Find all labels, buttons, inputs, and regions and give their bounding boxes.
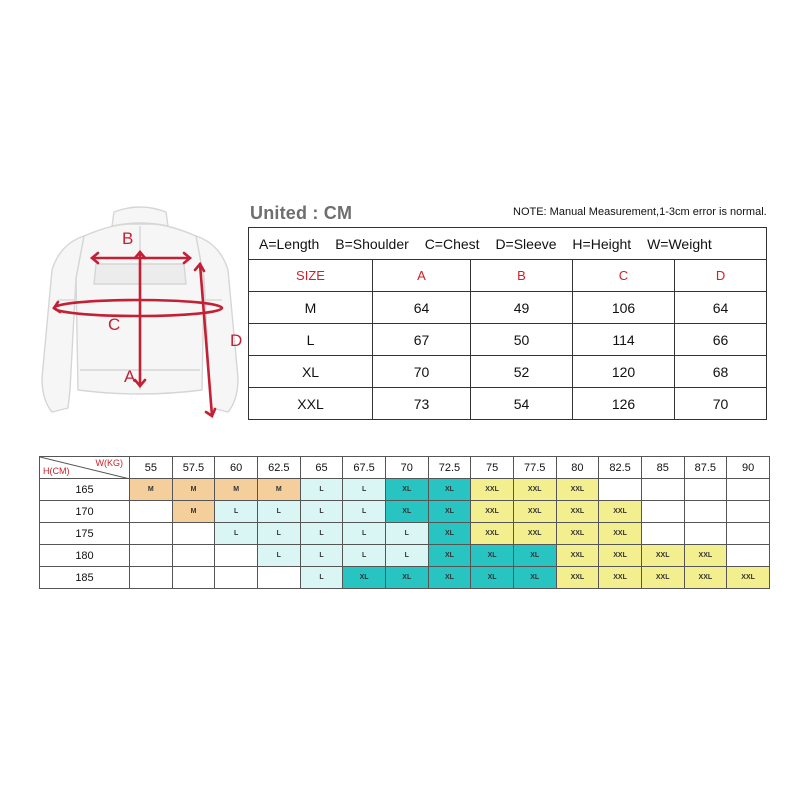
recommended-size-cell: XL: [385, 479, 428, 501]
size-row-m: [249, 292, 767, 324]
size-value: 52: [471, 356, 573, 388]
recommended-size-cell: XL: [428, 523, 471, 545]
recommended-size-cell: XL: [428, 545, 471, 567]
recommended-size-cell: M: [130, 479, 173, 501]
empty-cell: [130, 523, 173, 545]
recommended-size-cell: XL: [428, 479, 471, 501]
weight-axis-label: W(KG): [95, 458, 123, 468]
recommended-size-cell: M: [172, 501, 215, 523]
weight-header: 57.5: [172, 457, 215, 479]
weight-header: 87.5: [684, 457, 727, 479]
size-row-xxl: [249, 388, 767, 420]
recommended-size-cell: XL: [471, 567, 514, 589]
empty-cell: [641, 523, 684, 545]
empty-cell: [130, 501, 173, 523]
empty-cell: [727, 501, 770, 523]
size-label: XXL: [249, 388, 373, 420]
weight-header: 82.5: [599, 457, 642, 479]
recommended-size-cell: XXL: [513, 501, 556, 523]
recommended-size-cell: L: [300, 545, 343, 567]
recommended-size-cell: XXL: [556, 501, 599, 523]
size-label: M: [249, 292, 373, 324]
height-weight-grid: [39, 456, 770, 589]
size-chart-header-row: [249, 260, 767, 292]
recommended-size-cell: XL: [385, 501, 428, 523]
legend-cell: [249, 228, 767, 260]
size-label: L: [249, 324, 373, 356]
weight-header: 65: [300, 457, 343, 479]
recommended-size-cell: XL: [513, 567, 556, 589]
height-row-170: [40, 501, 770, 523]
legend-shoulder: B=Shoulder: [335, 235, 409, 252]
recommended-size-cell: XXL: [599, 501, 642, 523]
empty-cell: [641, 501, 684, 523]
recommended-size-cell: L: [257, 523, 300, 545]
grid-corner-cell: [40, 457, 130, 479]
height-header: 170: [40, 501, 130, 523]
recommended-size-cell: XL: [428, 501, 471, 523]
header-b: B: [471, 260, 573, 292]
empty-cell: [130, 567, 173, 589]
recommended-size-cell: M: [257, 479, 300, 501]
recommended-size-cell: XXL: [556, 545, 599, 567]
height-header: 185: [40, 567, 130, 589]
size-row-l: [249, 324, 767, 356]
size-value: 49: [471, 292, 573, 324]
size-value: 126: [573, 388, 675, 420]
recommended-size-cell: XXL: [641, 545, 684, 567]
recommended-size-cell: L: [300, 479, 343, 501]
recommended-size-cell: L: [385, 545, 428, 567]
size-value: 50: [471, 324, 573, 356]
size-value: 106: [573, 292, 675, 324]
recommended-size-cell: L: [257, 501, 300, 523]
size-value: 70: [675, 388, 767, 420]
size-value: 54: [471, 388, 573, 420]
height-header: 165: [40, 479, 130, 501]
empty-cell: [172, 523, 215, 545]
weight-header: 75: [471, 457, 514, 479]
recommended-size-cell: L: [300, 501, 343, 523]
size-value: 67: [373, 324, 471, 356]
empty-cell: [130, 545, 173, 567]
weight-header: 90: [727, 457, 770, 479]
legend-sleeve: D=Sleeve: [495, 235, 557, 252]
legend-row: [249, 228, 767, 260]
size-value: 70: [373, 356, 471, 388]
recommended-size-cell: XL: [471, 545, 514, 567]
recommended-size-cell: XXL: [599, 567, 642, 589]
recommended-size-cell: XXL: [471, 523, 514, 545]
weight-header: 62.5: [257, 457, 300, 479]
recommended-size-cell: L: [343, 479, 386, 501]
size-row-xl: [249, 356, 767, 388]
legend-length: A=Length: [259, 235, 320, 252]
recommended-size-cell: XL: [513, 545, 556, 567]
empty-cell: [257, 567, 300, 589]
header-c: C: [573, 260, 675, 292]
recommended-size-cell: XXL: [471, 479, 514, 501]
empty-cell: [684, 479, 727, 501]
weight-header: 77.5: [513, 457, 556, 479]
empty-cell: [727, 479, 770, 501]
recommended-size-cell: XXL: [471, 501, 514, 523]
recommended-size-cell: XXL: [599, 523, 642, 545]
recommended-size-cell: XXL: [556, 479, 599, 501]
recommended-size-cell: XXL: [513, 479, 556, 501]
size-label: XL: [249, 356, 373, 388]
size-value: 120: [573, 356, 675, 388]
header-d: D: [675, 260, 767, 292]
jacket-measurement-figure: [34, 200, 246, 432]
weight-header: 80: [556, 457, 599, 479]
recommended-size-cell: XXL: [641, 567, 684, 589]
weight-header: 55: [130, 457, 173, 479]
recommended-size-cell: L: [215, 523, 258, 545]
recommended-size-cell: XXL: [684, 545, 727, 567]
empty-cell: [215, 545, 258, 567]
weight-header-row: [40, 457, 770, 479]
empty-cell: [684, 523, 727, 545]
header-a: A: [373, 260, 471, 292]
recommended-size-cell: XXL: [599, 545, 642, 567]
label-d: D: [230, 331, 243, 350]
empty-cell: [172, 567, 215, 589]
weight-header: 70: [385, 457, 428, 479]
recommended-size-cell: L: [343, 501, 386, 523]
height-row-180: [40, 545, 770, 567]
size-chart-table: [248, 227, 767, 420]
height-row-175: [40, 523, 770, 545]
size-value: 64: [675, 292, 767, 324]
recommended-size-cell: L: [215, 501, 258, 523]
recommended-size-cell: L: [300, 523, 343, 545]
measurement-note: NOTE: Manual Measurement,1-3cm error is normal.: [513, 206, 767, 218]
label-b: B: [122, 229, 134, 248]
empty-cell: [727, 545, 770, 567]
empty-cell: [215, 567, 258, 589]
size-value: 68: [675, 356, 767, 388]
recommended-size-cell: L: [343, 523, 386, 545]
recommended-size-cell: XXL: [684, 567, 727, 589]
recommended-size-cell: XXL: [727, 567, 770, 589]
legend-chest: C=Chest: [424, 235, 480, 252]
weight-header: 60: [215, 457, 258, 479]
weight-header: 67.5: [343, 457, 386, 479]
recommended-size-cell: L: [257, 545, 300, 567]
label-c: C: [108, 315, 121, 334]
legend-weight: W=Weight: [647, 235, 712, 252]
size-value: 114: [573, 324, 675, 356]
recommended-size-cell: XXL: [513, 523, 556, 545]
empty-cell: [172, 545, 215, 567]
label-a: A: [124, 367, 136, 386]
recommended-size-cell: XL: [385, 567, 428, 589]
height-row-185: [40, 567, 770, 589]
recommended-size-cell: L: [385, 523, 428, 545]
recommended-size-cell: XL: [428, 567, 471, 589]
header-size: SIZE: [249, 260, 373, 292]
recommended-size-cell: XL: [343, 567, 386, 589]
empty-cell: [727, 523, 770, 545]
recommended-size-cell: M: [172, 479, 215, 501]
legend-height: H=Height: [572, 235, 632, 252]
empty-cell: [599, 479, 642, 501]
empty-cell: [641, 479, 684, 501]
height-axis-label: H(CM): [43, 466, 70, 476]
recommended-size-cell: L: [343, 545, 386, 567]
size-value: 66: [675, 324, 767, 356]
empty-cell: [684, 501, 727, 523]
weight-header: 72.5: [428, 457, 471, 479]
size-value: 64: [373, 292, 471, 324]
height-header: 175: [40, 523, 130, 545]
recommended-size-cell: L: [300, 567, 343, 589]
size-value: 73: [373, 388, 471, 420]
height-header: 180: [40, 545, 130, 567]
recommended-size-cell: M: [215, 479, 258, 501]
units-label: United : CM: [250, 203, 353, 223]
height-row-165: [40, 479, 770, 501]
weight-header: 85: [641, 457, 684, 479]
recommended-size-cell: XXL: [556, 567, 599, 589]
recommended-size-cell: XXL: [556, 523, 599, 545]
